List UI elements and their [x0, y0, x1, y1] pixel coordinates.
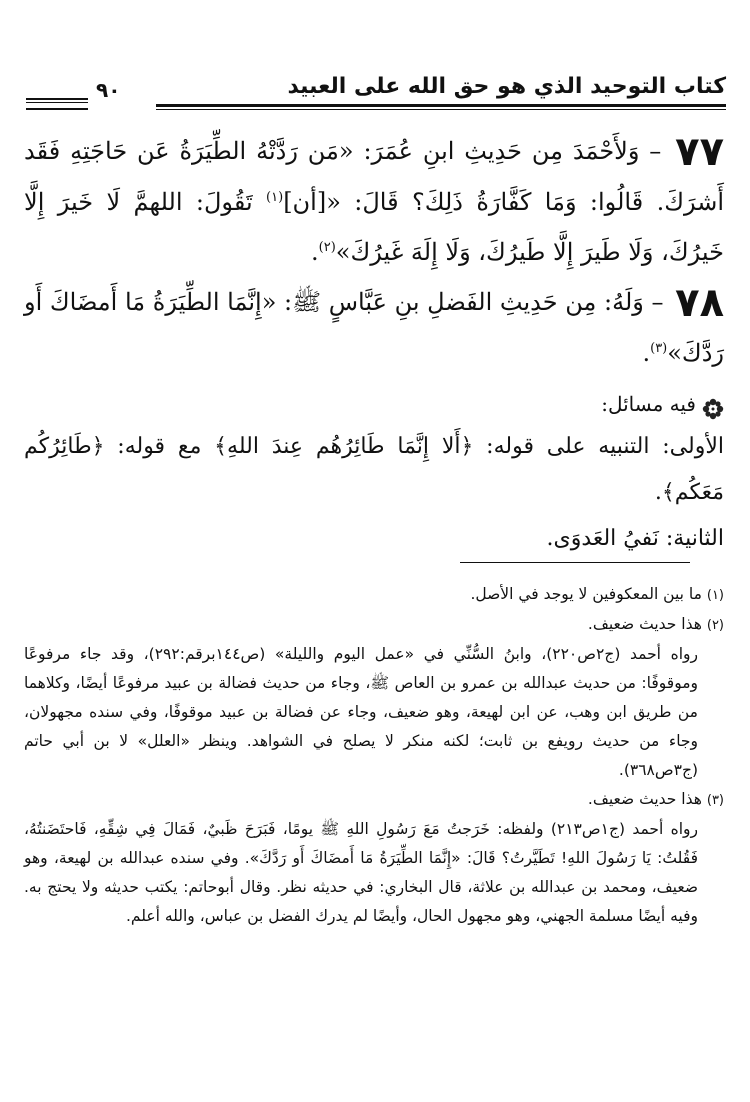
footnote-text: هذا حديث ضعيف.: [587, 615, 702, 633]
header-rule-short: [26, 98, 88, 110]
hadith-end: .: [642, 339, 651, 367]
footnote-2: [24, 610, 724, 640]
header-rule: [156, 104, 726, 110]
hadith-number: ٧٨: [675, 280, 724, 326]
footnote-2-body: رواه أحمد (ج٢ص٢٢٠)، وابنُ السُّنِّي في «عمل اليوم والليلة» (ص١٤٤برقم:٢٩٢)، وقد جاء مرفوعًا وموقوفًا: من حديث عبدالله بن عمرو بن العاص ﷺ، وجاء من حديث فضالة بن عبيد مرفوعًا أيضًا، وكلاهما من طريق ابن وهب، عن ابن لهيعة، وهو ضعيف، وجاء عن فضالة بن عبيد موقوفًا، وفي سنده مجهولان، وجاء من حديث رويفع بن ثابت؛ لكنه منكر لا يصلح في الشواهد. وينظر «العلل» لا بن أبي حاتم (ج٣ص٣٦٨).: [24, 645, 698, 779]
footnotes: [24, 580, 724, 931]
hadith-text: – وَلأَحْمَدَ مِن حَدِيثِ ابنِ عُمَرَ: «مَن رَدَّتْهُ الطِّيَرَةُ عَن حَاجَتِهِ فَقَد أَشرَكَ. قَالُوا: وَمَا كَفَّارَةُ ذَلِكَ؟ قَالَ: «[أن]: [24, 137, 724, 216]
footnote-3-body: رواه أحمد (ج١ص٢١٣) ولفظه: خَرَجتُ مَعَ رَسُولِ اللهِ ﷺ يومًا، فَبَرَحَ ظَبيٌ، فَمَالَ فِي شِقِّهِ، فَاحتَضَنتُهُ، فَقُلتُ: يَا رَسُولَ اللهِ! تَطَيَّرتُ؟ قَالَ: «إِنَّمَا الطِّيَرَةُ مَا أَمضَاكَ أَو رَدَّكَ». وفي سنده عبدالله بن لهيعة، وهو ضعيف، ومحمد بن عبدالله بن علاثة، قال البخاري: في حديثه نظر. وقال أبوحاتم: يكتب حديثه ولا يحتج به. وفيه أيضًا مسلمة الجهني، وهو مجهول الحال، وأيضًا لم يدرك الفضل بن عباس، والله أعلم.: [24, 820, 698, 925]
footnote-separator: [460, 562, 690, 563]
footnote-3: [24, 785, 724, 815]
footnote-ref[interactable]: (٣): [650, 341, 668, 356]
issue-first: الأولى: التنبيه على قوله: ﴿أَلا إِنَّمَا طَائِرُهُم عِندَ اللهِ﴾ مع قوله: ﴿طَائِرُكُم مَعَكُم﴾.: [24, 434, 724, 505]
hadith-78: [24, 277, 724, 378]
flower-ornament-icon: [702, 393, 724, 415]
footnote-1: [24, 580, 724, 610]
footnote-number: (٢): [706, 618, 724, 633]
hadith-77: [24, 126, 724, 277]
page-number: ٩٠: [96, 78, 121, 102]
page-header: [26, 70, 726, 110]
masail-heading: [24, 384, 724, 424]
masail-heading-text: فيه مسائل:: [601, 392, 696, 416]
hadith-text: – وَلَهُ: مِن حَدِيثِ الفَضلِ بنِ عَبَّاسٍ ﷺ: «إِنَّمَا الطِّيَرَةُ مَا أَمضَاكَ أَو رَدَّكَ»: [24, 288, 724, 367]
footnote-number: (٣): [706, 793, 724, 808]
footnote-text: هذا حديث ضعيف.: [587, 790, 702, 808]
footnote-ref[interactable]: (١): [266, 190, 284, 205]
footnote-number: (١): [706, 588, 724, 603]
book-title: كتاب التوحيد الذي هو حق الله على العبيد: [287, 74, 726, 99]
hadith-number: ٧٧: [675, 129, 724, 175]
hadith-text-continued: تَقُولَ: اللهمَّ لَا خَيرَ إِلَّا خَيرُكَ، وَلَا طَيرَ إِلَّا طَيرُكَ، وَلَا إِلَهَ غَيرُكَ»: [24, 188, 724, 266]
main-text: [24, 126, 724, 562]
issue-second: الثانية: نَفيُ العَدوَى.: [546, 526, 724, 551]
footnote-ref[interactable]: (٢): [318, 240, 336, 255]
footnote-text: ما بين المعكوفين لا يوجد في الأصل.: [470, 585, 702, 603]
hadith-end: .: [311, 238, 319, 266]
